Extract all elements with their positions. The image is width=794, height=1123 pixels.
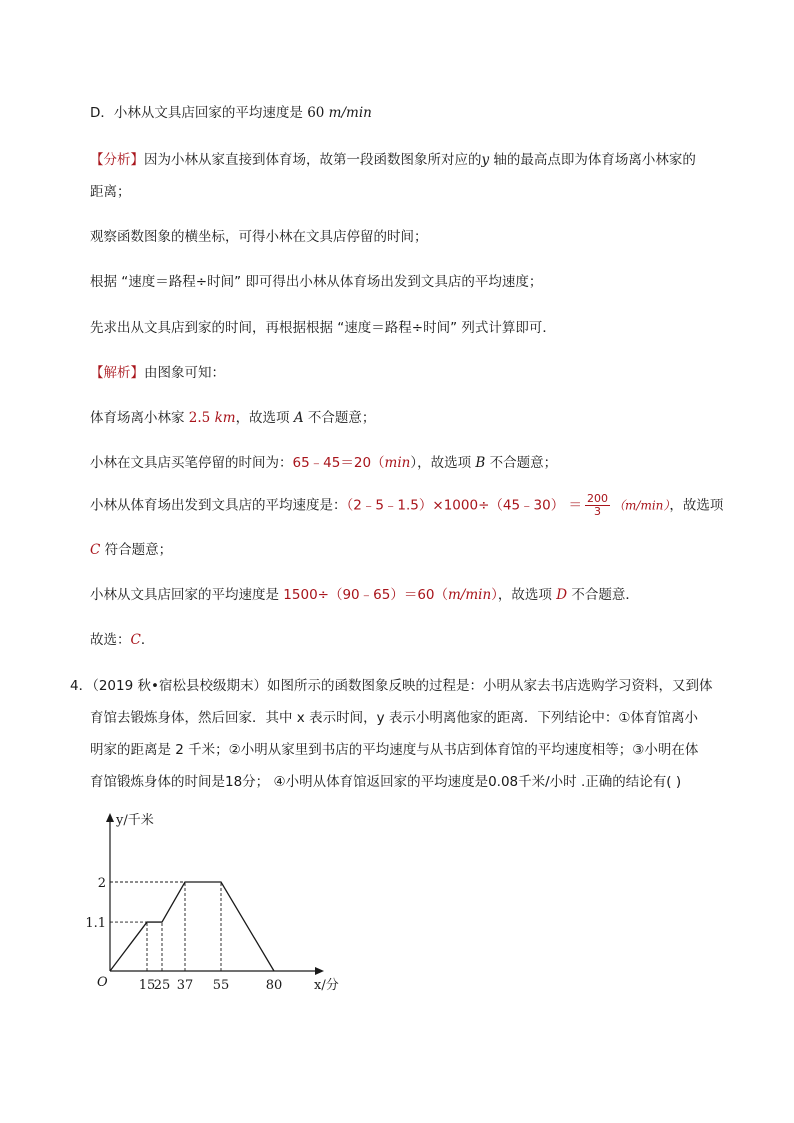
solution-expr: （2﹣5﹣1.5）×1000÷（45﹣30） ＝ [346,497,583,514]
answer-text: 故选： [90,632,131,648]
solution-option: B [475,455,486,471]
y-axis-arrow [106,813,114,822]
solution-text: 小林在文具店买笔停留的时间为： [90,455,293,471]
analysis-tag: 【分析】 [90,152,144,168]
solution-text: 体育场离小林家 [90,410,189,426]
distance-time-graph [80,808,360,998]
solution-step-3-cont [90,538,172,558]
question-4-line-1: 4．（2019 秋•宿松县校级期末）如图所示的函数图象反映的过程是：小明从家去书店选购学习资料，又到体 [70,678,713,694]
x-axis-arrow [315,967,324,975]
answer-option: C [130,632,141,648]
option-d-text: D．小林从文具店回家的平均速度是 [90,105,308,121]
solution-unit: （m/min） [613,498,670,513]
x-tick-label: 80 [265,978,283,993]
analysis-line-1 [90,148,696,168]
option-d-value: 60 [307,105,325,121]
origin-label: O [97,975,108,990]
guide-lines [110,882,221,971]
fraction [585,493,610,518]
solution-unit: m/min [448,587,492,603]
solution-unit: km [210,410,236,426]
distance-line [110,882,274,971]
solution-expr: 65﹣45＝20（ [292,455,385,471]
solution-text: ），故选项 [410,455,476,471]
analysis-line-2: 距离； [90,184,131,200]
analysis-line-5: 先求出从文具店到家的时间，再根据根据 “速度＝路程÷时间” 列式计算即可． [90,320,556,336]
analysis-var: y [481,152,490,168]
solution-text: ，故选项 [235,410,294,426]
solution-text: ，故选项 [669,497,724,514]
solution-step-4 [90,583,639,603]
x-tick-label: 15 [138,978,156,993]
solution-step-3 [90,493,723,518]
solution-step-2 [90,451,557,471]
solution-unit: min [384,455,411,471]
solution-option: C [90,542,101,558]
x-axis-label: x/分 [314,978,339,993]
y-tick-label: 2 [97,876,106,891]
fraction-denominator: 3 [594,505,602,519]
y-tick-label: 1.1 [85,916,106,932]
solution-intro: 由图象可知： [144,365,225,381]
question-4-line-3: 明家的距离是 2 千米；②小明从家里到书店的平均速度与从书店到体育馆的平均速度相等；③小明在体 [90,742,699,758]
x-tick-label: 25 [153,978,171,993]
analysis-text: 轴的最高点即为体育场离小林家的 [489,152,696,168]
solution-option: D [556,587,568,603]
solution-answer [90,628,154,648]
solution-expr: 1500÷（90﹣65）＝60（ [283,587,448,603]
solution-text: 小林从文具店回家的平均速度是 [90,587,284,603]
solution-text: 小林从体育场出发到文具店的平均速度是： [90,497,347,514]
solution-text: 不合题意； [303,410,376,426]
analysis-line-3: 观察函数图象的横坐标，可得小林在文具店停留的时间； [90,229,428,245]
solution-text: ，故选项 [497,587,557,603]
option-d-unit: m/min [324,105,372,121]
solution-paren: ） [491,587,498,603]
solution-step-1 [90,406,375,426]
x-tick-label: 55 [212,978,230,993]
solution-text: 不合题意； [485,455,558,471]
answer-text: ． [140,632,155,648]
x-tick-label: 37 [176,978,194,993]
option-d [90,101,372,121]
solution-text: 符合题意； [100,542,173,558]
fraction-numerator: 200 [587,492,609,505]
solution-text: 不合题意． [567,587,639,603]
solution-value: 2.5 [188,410,211,426]
solution-heading [90,361,225,381]
solution-option: A [293,410,304,426]
y-axis-label: y/千米 [116,813,154,828]
analysis-text: 因为小林从家直接到体育场，故第一段函数图象所对应的 [144,152,482,168]
analysis-line-4: 根据 “速度＝路程÷时间” 即可得出小林从体育场出发到文具店的平均速度； [90,274,543,290]
question-4-line-4: 育馆锻炼身体的时间是18分； ④小明从体育馆返回家的平均速度是0.08千米/小时 .正确的结论有( ) [90,774,682,790]
solution-tag: 【解析】 [90,365,144,381]
question-4-line-2: 育馆去锻炼身体，然后回家．其中 x 表示时间，y 表示小明离他家的距离．下列结论中：①体育馆离小 [90,710,698,726]
